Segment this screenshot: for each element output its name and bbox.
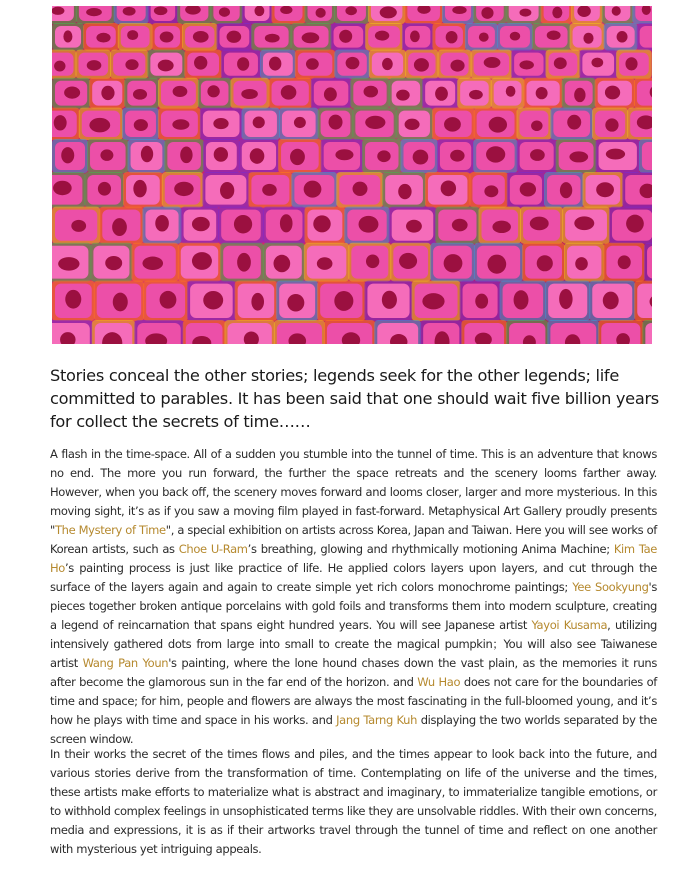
artist-link-wang-pan-youn[interactable]: Wang Pan Youn bbox=[82, 656, 169, 670]
artist-link-choe-u-ram[interactable]: Choe U-Ram bbox=[178, 542, 248, 556]
artwork-image bbox=[52, 6, 652, 344]
body-paragraph-2: In their works the secret of the times flows and piles, and the times appear to look back into the future, and various stories derive from the transformation of time. Contemplating on life of the universe and the times, these artists make efforts to materialize what is abstract and imaginary, to immaterialize tangible emotions, or to withhold complex feelings in unsophisticated terms like they are unsolvable riddles. With their own concerns, media and expressions, it is as if their artworks travel through the tunnel of time and reflect on one another with mysterious yet intriguing appeals. bbox=[50, 747, 657, 856]
text-segment: A flash in the time-space. All of a sudden you stumble into the tunnel of time. This is an adventure that knows no end. The more you run forward, the further the space retreats and the scenery looms farther away. However, when you back off, the scenery moves forward and looms closer, larger and more mysterious. In this moving sight, it’s as if you saw a moving film played in fast-forward. Metaphysical Art Gallery proudly presents " bbox=[50, 447, 657, 537]
text-segment: 's painting, where the lone hound chases down the vast plain, as the memories it runs after become the glamorous sun in the far end of the horizon. and bbox=[50, 656, 657, 689]
body-paragraph-1 bbox=[50, 445, 657, 749]
text-segment: , utilizing intensively gathered dots from large into small to create the magical pumpkin；You will also see Taiwanese artist bbox=[50, 618, 657, 670]
artist-link-jang-tarng-kuh[interactable]: Jang Tarng Kuh bbox=[336, 713, 418, 727]
text-segment: 's pieces together broken antique porcelains with gold foils and transforms them into modern sculpture, creating a legend of reincarnation that spans eight hundred years. You will see Japanese artist bbox=[50, 580, 657, 632]
lead-paragraph: Stories conceal the other stories; legends seek for the other legends; life committed to parables. It has been said that one should wait five billion years for collect the secrets of time…… bbox=[50, 366, 659, 431]
text-segment: ", a special exhibition on artists across Korea, Japan and Taiwan. Here you will see works of Korean artists, such as bbox=[50, 523, 657, 556]
artist-link-yayoi-kusama[interactable]: Yayoi Kusama bbox=[531, 618, 608, 632]
artist-link-kim-tae-ho[interactable]: Kim Tae Ho bbox=[50, 542, 658, 575]
text-segment: ’s breathing, glowing and rhythmically motioning Anima Machine; bbox=[247, 542, 614, 556]
exhibition-link[interactable]: The Mystery of Time bbox=[54, 523, 166, 537]
artist-link-wu-hao[interactable]: Wu Hao bbox=[417, 675, 461, 689]
text-segment: displaying the two worlds separated by the screen window. bbox=[50, 713, 657, 746]
text-segment: ’s painting process is just like practice of life. He applied colors layers upon layers, and cut through the surface of the layers again and again to create simple yet rich colors monochrome paintings; bbox=[50, 561, 657, 594]
text-segment: does not care for the boundaries of time and space; for him, people and flowers are always the most fascinating in the full-bloomed young, and it’s how he plays with time and space in his works. and bbox=[50, 675, 657, 727]
artwork-image-canvas bbox=[52, 6, 652, 344]
artist-link-yee-sookyung[interactable]: Yee Sookyung bbox=[572, 580, 649, 594]
